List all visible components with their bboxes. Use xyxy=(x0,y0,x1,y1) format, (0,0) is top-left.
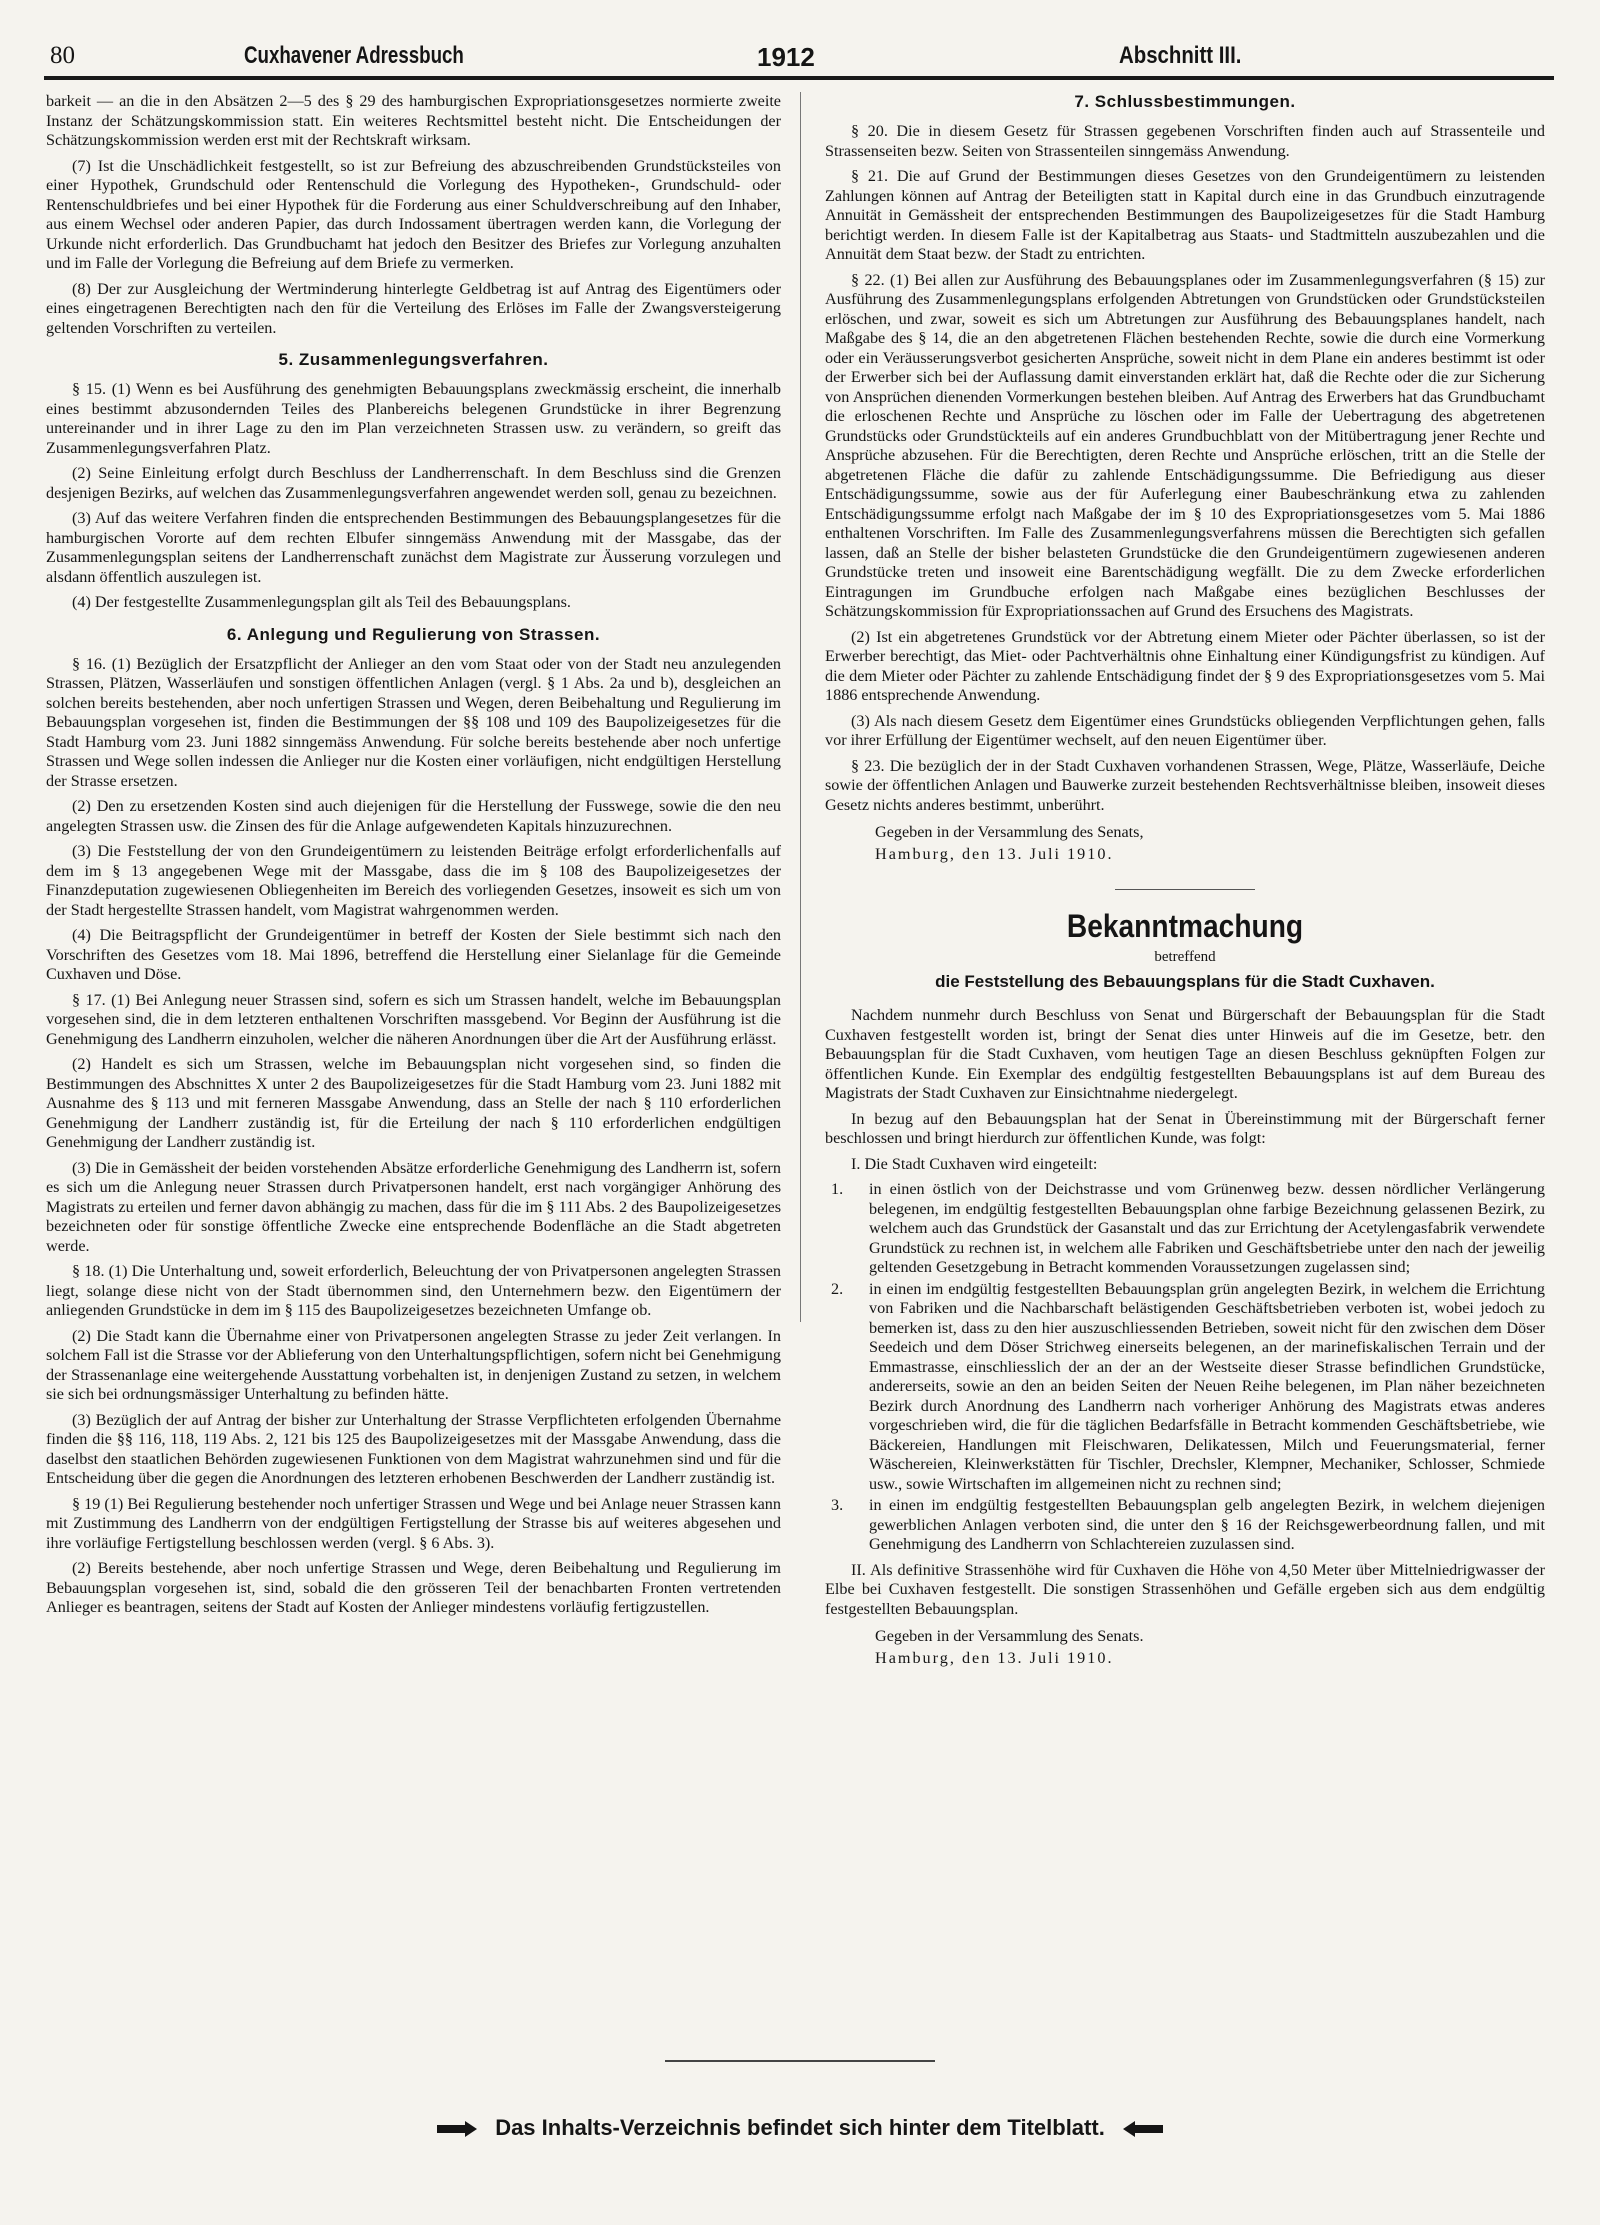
list-item: 3. in einen im endgültig festgestellten Bebauungsplan gelb angelegten Bezirk, in welchem diejenigen gewerblichen Anlagen verboten sind, die unter den § 16 der Reichsgewerbeordnung fallen, und mit Genehmigung des Landherrn von Schlachtereien zuzulassen sind. xyxy=(831,1496,1545,1553)
paragraph: § 17. (1) Bei Anlegung neuer Strassen sind, sofern es sich um Strassen handelt, welche im Bebauungsplan vorgesehen sind, die in dem letzteren enthaltenen Vorschriften massgebend. Vor Beginn der Ausführung ist die Genehmigung des Landherrn einzuholen, welcher die näheren Anordnungen über die Art der Ausführung erlässt. xyxy=(46,990,781,1048)
notice-subject: die Feststellung des Bebauungsplans für die Stadt Cuxhaven. xyxy=(935,972,1435,991)
paragraph: § 23. Die bezüglich der in der Stadt Cuxhaven vorhandenen Strassen, Wege, Plätze, Wasserläufe, Deiche sowie der öffentlichen Anlagen und Bauwerke zurzeit bestehenden Rechtsverhältnisse bleiben, insoweit dieses Gesetz nichts anderes bestimmt, unberührt. xyxy=(825,756,1545,814)
paragraph: (2) Ist ein abgetretenes Grundstück vor der Abtretung einem Mieter oder Pächter überlassen, so ist der Erwerber berechtigt, das Miet- oder Pachtverhältnis ohne Einhaltung einer Kündigungsfrist zu kündigen. Auf die dem Mieter oder Pächter zu zahlende Entschädigung findet der § 9 des Expropriationsgesetzes vom 5. Mai 1886 entsprechende Anwendung. xyxy=(825,627,1545,704)
pointing-hand-icon xyxy=(437,2121,477,2137)
paragraph: (8) Der zur Ausgleichung der Wertminderung hinterlegte Geldbetrag ist auf Antrag des Eigentümers oder eines eingetragenen Berechtigten nach den für die Verteilung des Erlöses im Falle der Zwangsversteigerung geltenden Vorschriften zu verteilen. xyxy=(46,279,781,337)
paragraph: (2) Die Stadt kann die Übernahme einer von Privatpersonen angelegten Strasse zu jeder Zeit verlangen. In solchem Fall ist die Strasse vor der Ablieferung von den Unterhaltungspflichtigen, sofern nicht bei Genehmigung der Strassenanlage eine weitergehende Ausstattung vorbehalten ist, in denjenigen Zustand zu setzen, in welchem sie sich bei ordnungsmässiger Unterhaltung zu befinden hätte. xyxy=(46,1326,781,1403)
list-item: 2. in einen im endgültig festgestellten Bebauungsplan grün angelegten Bezirk, in welchem die Errichtung von Fabriken und die Nachbarschaft belästigenden Geschäftsbetrieben verboten ist, wobei jedoch zu bemerken ist, dass zu den hier auszuschliessenden Betrieben, soweit nicht für den zwischen dem Döser Seedeich und dem Döser Strichweg einerseits belegenen, an der marinefiskalischen Terrain und der Emmastrasse, einschliesslich der an der an der Westseite dieser Strasse befindlichen Grundstücke, andererseits, sowie an den an beiden Seiten der Neuen Reihe belegenen, im Plan näher bezeichneten Bezirk durch Anordnung des Landherrn nach vorheriger Anhörung des Magistrats etwas anderes vorgeschrieben wird, die für die täglichen Bedarfsfälle in Betracht kommenden Geschäftsbetriebe, wie Bäckereien, Handlungen mit Fleischwaren, Delikatessen, Milch und Feuerungsmaterial, ferner Wäschereien, Kleinwerkstätten für Tischler, Drechsler, Klempner, Mechaniker, Schlosser, Schmiede usw., sowie Wirtschaften im allgemeinen nicht zu rechnen sind; xyxy=(831,1279,1545,1493)
place-date-line: Hamburg, den 13. Juli 1910. xyxy=(875,1649,1114,1667)
right-column xyxy=(825,92,1545,1669)
district-list xyxy=(825,1180,1545,1555)
place-date-line: Hamburg, den 13. Juli 1910. xyxy=(875,845,1114,863)
paragraph: (2) Seine Einleitung erfolgt durch Beschluss der Landherrenschaft. In dem Beschluss sind die Grenzen desjenigen Bezirks, auf welchen das Zusammenlegungsverfahren angewendet werden soll, genau zu bezeichnen. xyxy=(46,464,781,502)
notice-subtitle: betreffend xyxy=(1154,949,1216,965)
footer-rule xyxy=(665,2060,935,2062)
section-heading-7: 7. Schlussbestimmungen. xyxy=(1074,92,1296,111)
paragraph: (3) Als nach diesem Gesetz dem Eigentümer eines Grundstücks obliegenden Verpflichtungen gehen, falls vor ihrer Erfüllung der Eigentümer wechselt, auf den neuen Eigentümer über. xyxy=(825,711,1545,749)
paragraph: § 22. (1) Bei allen zur Ausführung des Bebauungsplanes oder im Zusammenlegungsverfahren (§ 15) zur Ausführung des Zusammenlegungsplans erfolgenden Abtretungen von Grundstücken oder Grundstücksteilen erlöschen, und zwar, soweit es sich um Abtretungen zur Ausführung des Bebauungsplanes handelt, nach Maßgabe des § 14, die an den abgetretenen Flächen bestehenden Rechte, sowie die durch eine Vormerkung oder ein Veräusserungsverbot gesicherten Ansprüche, soweit nicht in dem Plane ein anderes bestimmt ist oder der Erwerber sich bei der Auflassung damit einverstanden erklärt hat, daß die Rechte oder die zur Sicherung von Ansprüchen dienenden Vormerkungen bestehen bleiben. Auf Antrag des Erwerbers hat das Grundbuchamt die erloschenen Rechte und Ansprüche zu löschen oder im Falle der Uebertragung des abgetretenen Grundstücks oder Grundstückteils auf ein anderes Grundbuchblatt von der Mitübertragung jener Rechte und Ansprüche abzusehen. Für die Berechtigten, deren Rechte und Ansprüche erlöschen, tritt an die Stelle der abgetretenen Fläche die dafür zu zahlende Entschädigungssumme. Die Befriedigung aus dieser Entschädigungssumme, sowie aus der für Auferlegung einer Baubeschränkung etwa zu zahlenden Entschädigungssumme erfolgt nach Maßgabe der im § 10 des Expropriationsgesetzes vom 5. Mai 1886 enthaltenen Vorschriften. Im Falle des Zusammenlegungsverfahrens müssen die Berechtigten sich gefallen lassen, daß an Stelle der bisher belasteten Grundstücke die den Grundeigentümern zugewiesenen anderen Grundstücke treten und insoweit eine Barentschädigung wegfällt. Die zu dem Zwecke erforderlichen Eintragungen im Grundbuche erfolgen nach Maßgabe eines bezüglichen Beschlusses der Schätzungskommission für Expropriationssachen auf Grund des Ersuchens des Magistrats. xyxy=(825,270,1545,620)
paragraph: Nachdem nunmehr durch Beschluss von Senat und Bürgerschaft der Bebauungsplan für die Stadt Cuxhaven festgestellt worden ist, bringt der Senat dies unter Hinweis auf die im Gesetze, betr. den Bebauungsplan für die Stadt Cuxhaven, vom heutigen Tage an diesen Beschluss geknüpften Folgen zur öffentlichen Kunde. Ein Exemplar des endgültig festgestellten Bebauungsplans ist auf dem Bureau des Magistrats der Stadt Cuxhaven zur Einsichtnahme niedergelegt. xyxy=(825,1006,1545,1102)
paragraph: § 16. (1) Bezüglich der Ersatzpflicht der Anlieger an den vom Staat oder von der Stadt neu anzulegenden Strassen, Plätzen, Wasserläufen und sonstigen öffentlichen Anlagen (vergl. § 1 Abs. 2a und b), desgleichen an solchen bereits bestehenden, aber noch unfertigen Strassen und Wegen, deren Beibehaltung und Regulierung im Bebauungsplan vorgesehen ist, finden die Bestimmungen der §§ 108 und 109 des Baupolizeigesetzes für die Stadt Hamburg vom 23. Juni 1882 sinngemäss Anwendung. Für solche bereits bestehende aber noch unfertige Strassen und Wege sollen indessen die Anlieger nur die Kosten einer vorläufigen, nicht endgültigen Herstellung der Strasse ersetzen. xyxy=(46,654,781,790)
section-heading-6: 6. Anlegung und Regulierung von Strassen. xyxy=(226,624,601,644)
paragraph: barkeit — an die in den Absätzen 2—5 des § 29 des hamburgischen Expropriationsgesetzes normierte zweite Instanz der Schätzungskommission statt. Ein weiteres Rechtsmittel besteht nicht. Die Entscheidungen der Schätzungskommission werden erst mit der Rechtskraft wirksam. xyxy=(46,92,781,149)
list-item: 1. in einen östlich von der Deichstrasse und vom Grünenweg bezw. dessen nördlicher Verlängerung belegenen, im endgültig festgestellten Bebauungsplan ohne farbige Bezeichnung gelassenen Bezirk, zu welchem auch das Grundstück der Gasanstalt und das zur Errichtung der Acetylengasfabrik verwendete Grundstück zu rechnen ist, in welchem alle Fabriken und Geschäftsbetriebe unter den nach der jeweilig geltenden Gesetzgebung in Betracht kommenden Voraussetzungen zugelassen sind; xyxy=(831,1180,1545,1276)
paragraph: § 19 (1) Bei Regulierung bestehender noch unfertiger Strassen und Wege und bei Anlage neuer Strassen kann mit Zustimmung des Landherrn von der endgültigen Fertigstellung der Strasse bis auf weiteres abgesehen und ihre vorläufige Fertigstellung beschlossen werden (vergl. § 6 Abs. 3). xyxy=(46,1494,781,1552)
running-title: Cuxhavener Adressbuch xyxy=(244,42,464,69)
paragraph: (3) Die Feststellung der von den Grundeigentümern zu leistenden Beiträge erfolgt erforderlichenfalls auf dem im § 13 angegebenen Wege mit der Massgabe, dass die im § 108 des Baupolizeigesetzes der Finanzdeputation zugewiesenen Obliegenheiten im Bereich des vorliegenden Gesetzes, insoweit es sich um von der Stadt hergestellte Strassen handelt, vom Magistrat wahrgenommen werden. xyxy=(46,842,781,919)
paragraph: II. Als definitive Strassenhöhe wird für Cuxhaven die Höhe von 4,50 Meter über Mittelniedrigwasser der Elbe bei Cuxhaven festgestellt. Die sonstigen Strassenhöhen und Gefälle ergeben sich aus dem endgültig festgestellten Bebauungsplan. xyxy=(825,1560,1545,1618)
paragraph: (4) Der festgestellte Zusammenlegungsplan gilt als Teil des Bebauungsplans. xyxy=(72,593,571,611)
running-section: Abschnitt III. xyxy=(1119,42,1242,69)
paragraph: In bezug auf den Bebauungsplan hat der Senat in Übereinstimmung mit der Bürgerschaft ferner beschlossen und bringt hierdurch zur öffentlichen Kunde, was folgt: xyxy=(825,1109,1545,1147)
paragraph: (3) Die in Gemässheit der beiden vorstehenden Absätze erforderliche Genehmigung des Landherrn ist, sofern es sich um die Anlegung neuer Strassen durch Privatpersonen handelt, erst nach vorgängiger Anhörung des Magistrats zu erteilen und ferner davon abhängig zu machen, dass für die im § 111 Abs. 2 des Baupolizeigesetzes bezeichneten oder für sonstige öffentliche Zwecke eine entsprechende Bodenfläche an die Stadt abgetreten werde. xyxy=(46,1158,781,1255)
running-year: 1912 xyxy=(757,42,815,72)
paragraph: I. Die Stadt Cuxhaven wird eingeteilt: xyxy=(851,1154,1098,1173)
divider xyxy=(1115,889,1255,890)
paragraph: § 15. (1) Wenn es bei Ausführung des genehmigten Bebauungsplans zweckmässig erscheint, die innerhalb eines bestimmt abzusondernden Teiles des Planbereichs belegenen Grundstücke in ihrer Begrenzung untereinander und in ihrer Lage zu den im Plan verzeichneten Strassen usw. zu verändern, so greift das Zusammenlegungsverfahren Platz. xyxy=(46,380,781,457)
paragraph: (3) Bezüglich der auf Antrag der bisher zur Unterhaltung der Strasse Verpflichteten erfolgenden Übernahme finden die §§ 116, 118, 119 Abs. 2, 121 bis 125 des Baupolizeigesetzes mit der Massgabe Anwendung, dass die daselbst den staatlichen Behörden zugewiesenen Funktionen von dem Magistrat wahrzunehmen sind und für die Entscheidung über die gegen die Anordnungen des letzteren erhobenen Beschwerden der Landherr zuständig ist. xyxy=(46,1410,781,1487)
paragraph: (2) Bereits bestehende, aber noch unfertige Strassen und Wege, deren Beibehaltung und Regulierung im Bebauungsplan vorgesehen ist, sind, sobald die den grösseren Teil der benachbarten Fronten vertretenden Anlieger es beantragen, seitens der Stadt auf Kosten der Anlieger mindestens vorläufig fertigzustellen. xyxy=(46,1559,781,1616)
paragraph: (2) Den zu ersetzenden Kosten sind auch diejenigen für die Herstellung der Fusswege, sowie die den neu angelegten Strassen usw. die Zinsen des für die Anlage aufgewendeten Kapitals hinzuzurechnen. xyxy=(46,797,781,835)
header-rule xyxy=(44,76,1554,80)
pointing-hand-icon xyxy=(1123,2121,1163,2137)
paragraph: (3) Auf das weitere Verfahren finden die entsprechenden Bestimmungen des Bebauungsplangesetzes für die hamburgischen Vororte auf dem rechten Elbufer sinngemäss Anwendung mit der Massgabe, das der Zusammenlegungsplan seitens der Landherrenschaft zunächst dem Magistrate zur Äusserung vorzulegen und alsdann öffentlich auszulegen ist. xyxy=(46,509,781,586)
paragraph: (7) Ist die Unschädlichkeit festgestellt, so ist zur Befreiung des abzuschreibenden Grundstücksteiles von einer Hypothek, Grundschuld oder Rentenschuld die Vorlegung des Hypotheken-, Grundschuld- oder Rentenschuldbriefes und bei einer Hypothek für die Forderung aus einer Schuldverschreibung auf den Inhaber, aus einem Wechsel oder anderen Papier, das durch Indossament übertragen werden kann, die Vorlegung der Urkunde nicht erforderlich. Das Grundbuchamt hat jedoch den Besitzer des Briefes zur Vorlegung anzuhalten und im Falle der Vorlegung die Befreiung auf dem Briefe zu vermerken. xyxy=(46,156,781,272)
paragraph: § 20. Die in diesem Gesetz für Strassen gegebenen Vorschriften finden auch auf Strassenteile und Strassenseiten bezw. Seiten von Strassenteilen sinngemäss Anwendung. xyxy=(825,122,1545,160)
column-divider xyxy=(800,92,801,1322)
section-heading-5: 5. Zusammenlegungsverfahren. xyxy=(278,350,549,369)
footer-note xyxy=(0,2115,1600,2141)
paragraph: § 18. (1) Die Unterhaltung und, soweit erforderlich, Beleuchtung der von Privatpersonen angelegten Strassen liegt, solange diese nicht von der Stadt übernommen sind, den Unternehmern bezw. den Eigentümern der anliegenden Grundstücke in dem im § 115 des Baupolizeigesetzes bezeichneten Umfange ob. xyxy=(46,1262,781,1319)
page-number: 80 xyxy=(50,42,75,69)
left-column xyxy=(46,92,781,1624)
notice-title: Bekanntmachung xyxy=(1066,908,1304,944)
page-header xyxy=(44,38,1554,82)
paragraph: § 21. Die auf Grund der Bestimmungen dieses Gesetzes von den Grundeigentümern zu leistenden Zahlungen können auf Antrag der Beteiligten statt in Kapital durch eine in das Grundbuch einzutragende Annuität in Gemässheit der entsprechenden Bestimmungen des Baupolizeigesetzes für die Stadt Hamburg berichtigt werden. In diesem Falle ist der Kapitalbetrag aus Staats- und Stadtmitteln auszubezahlen und die Annuität dem Staat bezw. der Stadt zu entrichten. xyxy=(825,167,1545,263)
footer-text: Das Inhalts-Verzeichnis befindet sich hinter dem Titelblatt. xyxy=(495,2115,1105,2140)
paragraph: (2) Handelt es sich um Strassen, welche im Bebauungsplan nicht vorgesehen sind, so finden die Bestimmungen des Abschnittes X unter 2 des Baupolizeigesetzes für die Stadt Hamburg vom 23. Juni 1882 mit Ausnahme des § 113 und mit ferneren Massgabe Anwendung, dass an Stelle der nach § 110 erforderlichen Genehmigung der Landherr zuständig ist, für die Erteilung der nach § 110 erforderlichen endgültigen Genehmigung der Landherr zuständig ist. xyxy=(46,1055,781,1151)
given-line: Gegeben in der Versammlung des Senats, xyxy=(875,823,1144,841)
paragraph: (4) Die Beitragspflicht der Grundeigentümer in betreff der Kosten der Siele bestimmt sich nach den Vorschriften des Gesetzes vom 18. Mai 1896, betreffend die Herstellung einer Sielanlage für die Gemeinde Cuxhaven und Döse. xyxy=(46,926,781,983)
given-line: Gegeben in der Versammlung des Senats. xyxy=(875,1627,1144,1645)
